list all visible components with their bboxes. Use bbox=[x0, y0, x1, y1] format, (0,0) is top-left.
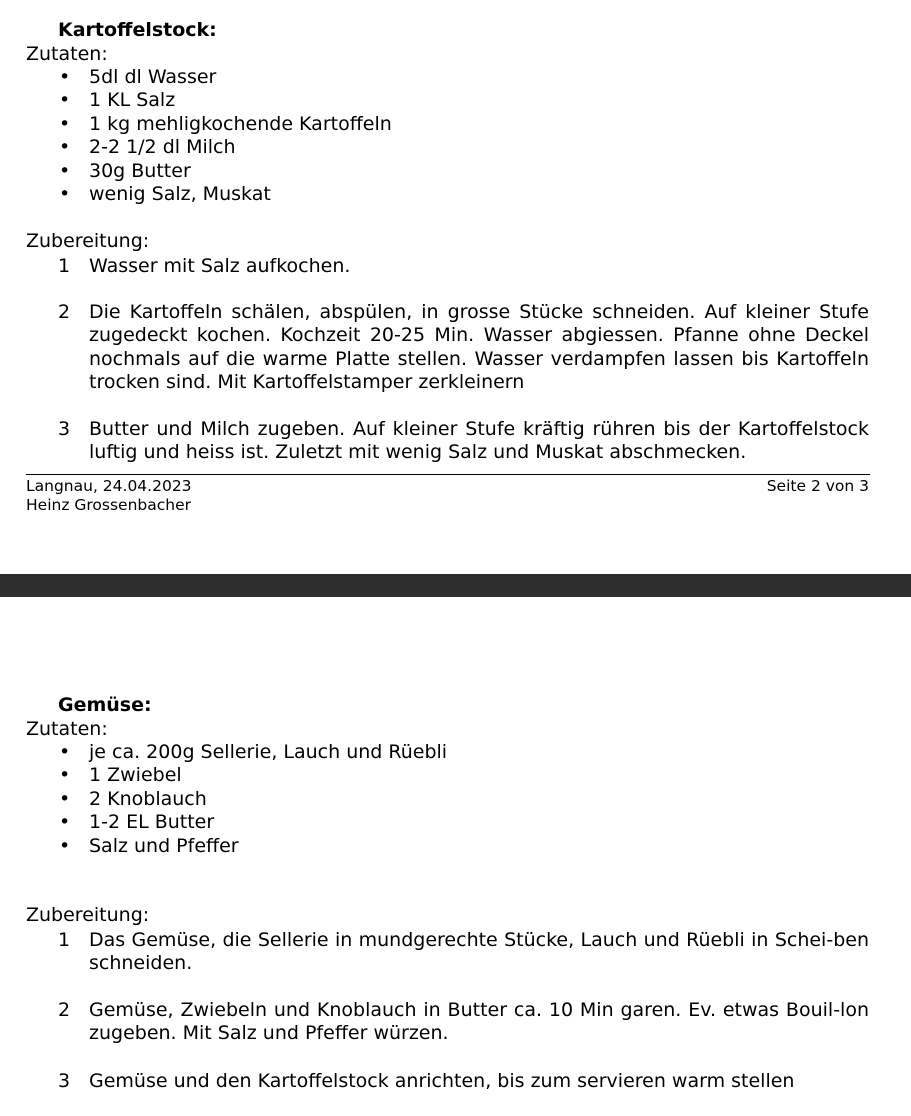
recipe-heading: Gemüse: bbox=[58, 694, 152, 716]
footer-divider bbox=[26, 474, 870, 475]
step-text: Gemüse, Zwiebeln und Knoblauch in Butter ca. 10 Min garen. Ev. etwas Bouil-lon zugeben. Mit Salz und Pfeffer würzen. bbox=[89, 999, 869, 1045]
step-number: 2 bbox=[58, 301, 71, 323]
footer-page-number: Seite 2 von 3 bbox=[766, 477, 869, 495]
step-text: Das Gemüse, die Sellerie in mundgerechte Stücke, Lauch und Rüebli in Schei-ben schneiden. bbox=[89, 929, 869, 975]
list-item: • 2 Knoblauch bbox=[0, 788, 447, 811]
step-text: Gemüse und den Kartoffelstock anrichten, bis zum servieren warm stellen bbox=[89, 1070, 795, 1092]
page-separator bbox=[0, 574, 911, 597]
recipe-heading: Kartoffelstock: bbox=[58, 19, 217, 41]
list-item: • 30g Butter bbox=[0, 160, 392, 183]
document-page-3 bbox=[0, 597, 911, 1116]
step-number: 3 bbox=[58, 1070, 71, 1092]
ingredients-label: Zutaten: bbox=[26, 718, 108, 740]
footer-place-date: Langnau, 24.04.2023 bbox=[26, 477, 192, 495]
footer-author: Heinz Grossenbacher bbox=[26, 496, 192, 514]
list-item: • 5dl dl Wasser bbox=[0, 66, 392, 89]
ingredients-list bbox=[0, 66, 392, 206]
step-number: 1 bbox=[58, 929, 71, 951]
list-item: • je ca. 200g Sellerie, Lauch und Rüebli bbox=[0, 741, 447, 764]
step-text: Wasser mit Salz aufkochen. bbox=[89, 255, 351, 277]
list-item: • 1 Zwiebel bbox=[0, 764, 447, 787]
ingredients-label: Zutaten: bbox=[26, 43, 108, 65]
list-item: • wenig Salz, Muskat bbox=[0, 183, 392, 206]
ingredients-list bbox=[0, 741, 447, 858]
list-item: • Salz und Pfeffer bbox=[0, 835, 447, 858]
list-item: • 1-2 EL Butter bbox=[0, 811, 447, 834]
preparation-label: Zubereitung: bbox=[26, 904, 150, 926]
step-number: 2 bbox=[58, 999, 71, 1021]
list-item: • 2-2 1/2 dl Milch bbox=[0, 136, 392, 159]
list-item: • 1 KL Salz bbox=[0, 89, 392, 112]
list-item: • 1 kg mehligkochende Kartoffeln bbox=[0, 113, 392, 136]
preparation-label: Zubereitung: bbox=[26, 230, 150, 252]
step-text: Butter und Milch zugeben. Auf kleiner Stufe kräftig rühren bis der Kartoffelstock luftig und heiss ist. Zuletzt mit wenig Salz und Muskat abschmecken. bbox=[89, 418, 869, 464]
step-number: 1 bbox=[58, 255, 71, 277]
step-number: 3 bbox=[58, 418, 71, 440]
step-text: Die Kartoffeln schälen, abspülen, in grosse Stücke schneiden. Auf kleiner Stufe zugedeckt kochen. Kochzeit 20-25 Min. Wasser abgiessen. Pfanne ohne Deckel nochmals auf die warme Platte stellen. Wasser verdampfen lassen bis Kartoffeln trocken sind. Mit Kartoffelstamper zerkleinern bbox=[89, 301, 869, 394]
